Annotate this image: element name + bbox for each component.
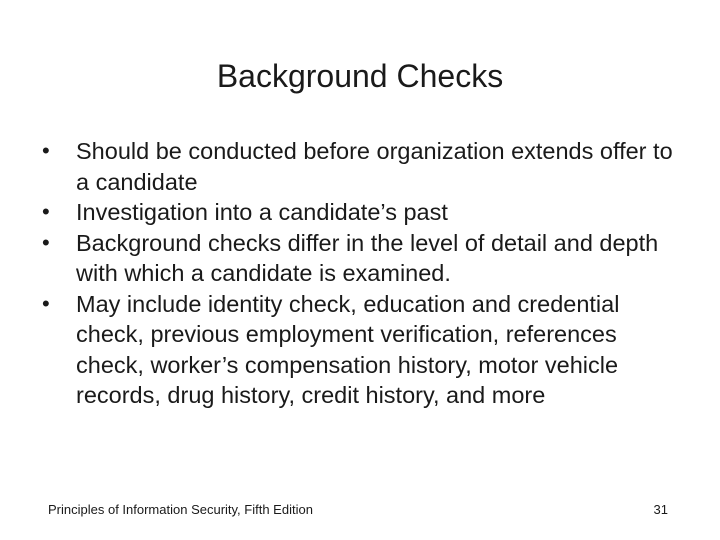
- page-number: 31: [653, 502, 668, 517]
- bullet-marker: •: [42, 199, 50, 224]
- bullet-marker: •: [42, 290, 50, 316]
- bullet-marker: •: [42, 138, 50, 163]
- footer-book-title: Principles of Information Security, Fifth Edition: [48, 502, 313, 517]
- slide-title: Background Checks: [216, 58, 504, 94]
- bullet-marker: •: [42, 229, 50, 255]
- bullet-text: May include identity check, education and credential check, previous employment verification, references check, worker’s compensation history, motor vehicle records, drug history, credit history, and more: [76, 290, 620, 408]
- bullet-item: [42, 289, 682, 411]
- bullet-text: Should be conducted before organization extends offer to a candidate: [76, 138, 673, 195]
- bullet-text: Investigation into a candidate’s past: [76, 199, 448, 225]
- bullet-item: [42, 228, 682, 289]
- bullet-text: Background checks differ in the level of detail and depth with which a candidate is examined.: [76, 229, 659, 286]
- bullet-item: [42, 197, 682, 228]
- bullet-item: [42, 136, 682, 197]
- bullet-list: [42, 136, 682, 411]
